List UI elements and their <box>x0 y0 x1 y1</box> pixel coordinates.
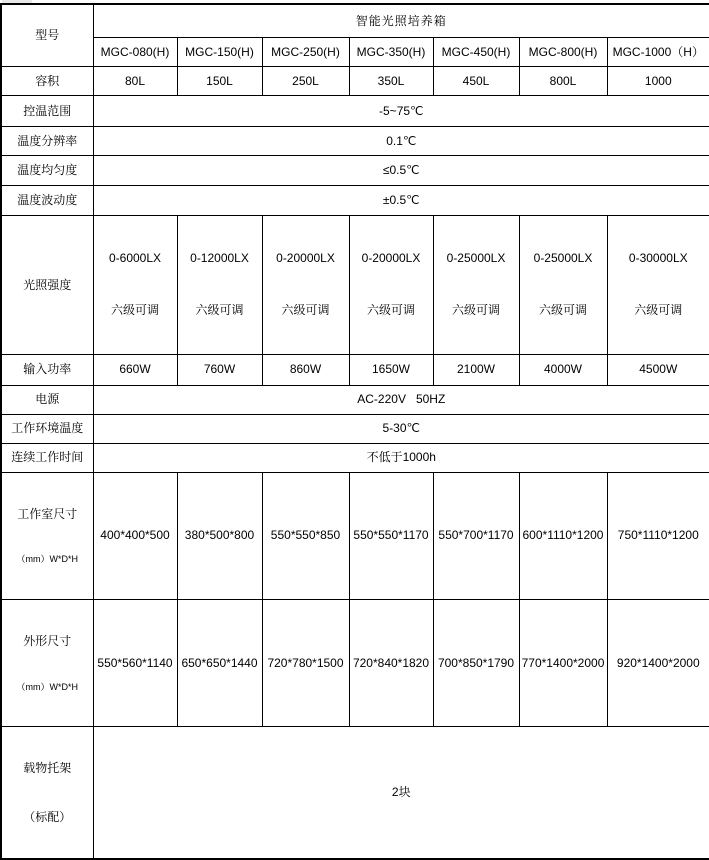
cell-value-merged: 5-30℃ <box>93 414 709 443</box>
cell-value-merged: 2块 <box>93 726 709 859</box>
row-label-temp-uniformity: 温度均匀度 <box>1 156 93 186</box>
cell-value: 550*560*1140 <box>93 599 177 726</box>
table-row <box>1 67 709 96</box>
cell-value-merged: AC-220V 50HZ <box>93 385 709 414</box>
model-header: MGC-450(H) <box>433 38 519 67</box>
adjust-note: 六级可调 <box>195 302 244 317</box>
tray-label-note: （标配） <box>23 809 72 824</box>
chamber-size-unit: （mm）W*D*H <box>16 554 78 565</box>
row-label-light-intensity: 光照强度 <box>1 216 93 355</box>
cell-value: 920*1400*2000 <box>607 599 709 726</box>
cell-value: 450L <box>433 67 519 96</box>
cell-value: 250L <box>262 67 349 96</box>
row-label-chamber-size <box>1 472 93 599</box>
cell-value-merged: ≤0.5℃ <box>93 156 709 186</box>
table-row <box>1 127 709 156</box>
row-label-volume: 容积 <box>1 67 93 96</box>
cell-value: 770*1400*2000 <box>519 599 607 726</box>
table-row <box>1 216 709 355</box>
adjust-note: 六级可调 <box>110 302 159 317</box>
table-row <box>1 354 709 385</box>
table-row <box>1 443 709 472</box>
cell-value: 550*700*1170 <box>433 472 519 599</box>
cell-value: 720*780*1500 <box>262 599 349 726</box>
cell-value-merged: ±0.5℃ <box>93 186 709 216</box>
adjust-note: 六级可调 <box>451 302 500 317</box>
row-label-temp-range: 控温范围 <box>1 96 93 127</box>
row-label-temp-resolution: 温度分辨率 <box>1 127 93 156</box>
row-label-temp-fluctuation: 温度波动度 <box>1 186 93 216</box>
cell-value-merged: -5~75℃ <box>93 96 709 127</box>
chamber-size-label: 工作室尺寸 <box>17 506 78 521</box>
cell-value: 400*400*500 <box>93 472 177 599</box>
model-label-cell: 型号 <box>1 4 93 67</box>
lux-range: 0-30000LX <box>628 251 688 266</box>
cell-value: 660W <box>93 354 177 385</box>
cell-value <box>262 216 349 355</box>
model-header: MGC-350(H) <box>349 38 433 67</box>
table-row <box>1 96 709 127</box>
cell-value <box>93 216 177 355</box>
row-label-continuous-time: 连续工作时间 <box>1 443 93 472</box>
cell-value: 700*850*1790 <box>433 599 519 726</box>
cell-value: 750*1110*1200 <box>607 472 709 599</box>
cell-value-merged: 不低于1000h <box>93 443 709 472</box>
cell-value <box>433 216 519 355</box>
cell-value: 1650W <box>349 354 433 385</box>
adjust-note: 六级可调 <box>366 302 415 317</box>
row-label-input-power: 输入功率 <box>1 354 93 385</box>
lux-range: 0-25000LX <box>446 251 506 266</box>
cell-value: 760W <box>177 354 262 385</box>
cell-value: 80L <box>93 67 177 96</box>
table-row <box>1 599 709 726</box>
outer-size-unit: （mm）W*D*H <box>16 681 78 692</box>
table-row <box>1 186 709 216</box>
table-row <box>1 414 709 443</box>
cell-value <box>349 216 433 355</box>
cell-value: 380*500*800 <box>177 472 262 599</box>
table-row <box>1 156 709 186</box>
lux-range: 0-6000LX <box>108 251 162 266</box>
row-label-outer-size <box>1 599 93 726</box>
outer-size-label: 外形尺寸 <box>23 633 72 648</box>
model-header: MGC-150(H) <box>177 38 262 67</box>
row-label-power-supply: 电源 <box>1 385 93 414</box>
cell-value <box>607 216 709 355</box>
cell-value: 650*650*1440 <box>177 599 262 726</box>
adjust-note: 六级可调 <box>538 302 587 317</box>
lux-range: 0-20000LX <box>361 251 421 266</box>
cell-value: 2100W <box>433 354 519 385</box>
cell-value: 1000 <box>607 67 709 96</box>
cell-value: 860W <box>262 354 349 385</box>
table-title: 智能光照培养箱 <box>93 4 709 38</box>
table-row <box>1 385 709 414</box>
lux-range: 0-20000LX <box>276 251 335 266</box>
cell-value: 4500W <box>607 354 709 385</box>
row-label-tray <box>1 726 93 859</box>
model-header: MGC-250(H) <box>262 38 349 67</box>
table-row <box>1 472 709 599</box>
model-header: MGC-1000（H） <box>607 38 709 67</box>
model-header: MGC-080(H) <box>93 38 177 67</box>
spec-table <box>0 3 709 860</box>
table-row <box>1 4 709 38</box>
lux-range: 0-12000LX <box>190 251 249 266</box>
table-row <box>1 726 709 859</box>
cell-value: 150L <box>177 67 262 96</box>
cell-value <box>177 216 262 355</box>
cell-value: 720*840*1820 <box>349 599 433 726</box>
cell-value: 550*550*1170 <box>349 472 433 599</box>
cell-value-merged: 0.1℃ <box>93 127 709 156</box>
row-label-ambient-temp: 工作环境温度 <box>1 414 93 443</box>
cell-value: 350L <box>349 67 433 96</box>
adjust-note: 六级可调 <box>634 302 683 317</box>
table-row <box>1 38 709 67</box>
model-header: MGC-800(H) <box>519 38 607 67</box>
lux-range: 0-25000LX <box>533 251 593 266</box>
cell-value <box>519 216 607 355</box>
cell-value: 800L <box>519 67 607 96</box>
cell-value: 4000W <box>519 354 607 385</box>
cell-value: 550*550*850 <box>262 472 349 599</box>
tray-label: 载物托架 <box>23 761 72 776</box>
adjust-note: 六级可调 <box>281 302 330 317</box>
cell-value: 600*1110*1200 <box>519 472 607 599</box>
